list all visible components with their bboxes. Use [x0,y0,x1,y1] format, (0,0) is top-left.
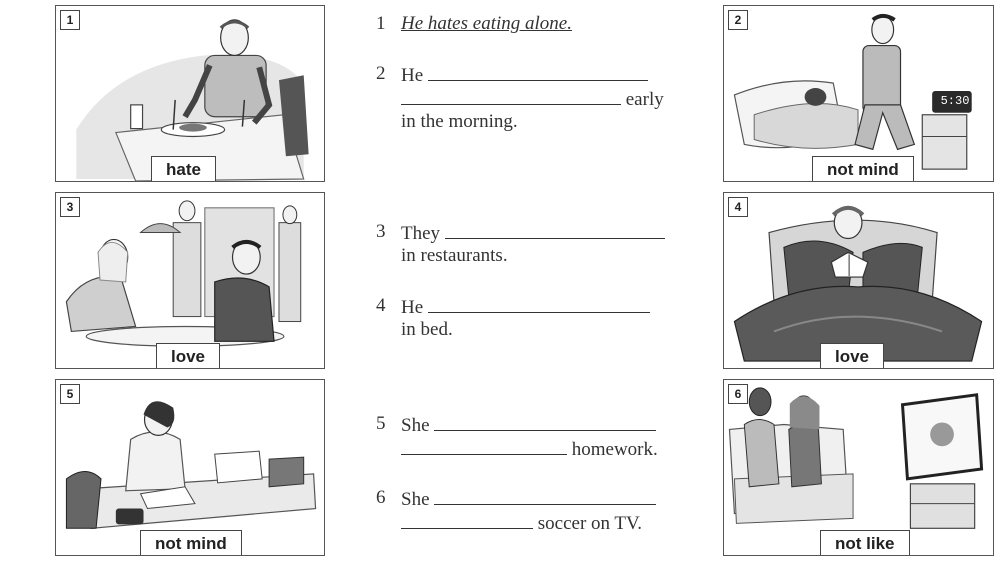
exercise-number: 1 [376,13,386,34]
sentence-start: She [401,415,430,436]
boy-reading-in-bed-illustration [724,193,993,368]
picture-1 [55,5,325,182]
sentence-start: He [401,297,424,318]
verb-label: hate [151,156,216,182]
sentence-start: He [401,65,424,86]
answer-blank[interactable] [434,486,656,505]
couple-watching-tv-illustration [724,380,993,555]
picture-6 [723,379,994,556]
exercise-6 [376,486,656,534]
exercise-1 [376,12,572,36]
exercise-number: 6 [376,487,386,508]
answer-blank[interactable] [401,436,567,455]
answer-blank[interactable] [445,220,665,239]
couple-in-restaurant-illustration [56,193,324,368]
alarm-clock-display: 5:30 [940,94,970,108]
sentence-end: early [625,89,664,110]
answer-blank[interactable] [401,86,621,105]
answer-blank[interactable] [428,294,650,313]
exercise-2 [376,62,664,134]
exercise-4 [376,294,650,342]
answer-blank[interactable] [434,412,656,431]
sentence-start: She [401,489,430,510]
exercise-number: 2 [376,63,386,84]
picture-4 [723,192,994,369]
exercise-number: 4 [376,295,386,316]
picture-5 [55,379,325,556]
picture-number: 2 [728,10,748,30]
picture-number: 3 [60,197,80,217]
picture-2 [723,5,994,182]
exercise-5 [376,412,658,460]
example-answer: He hates eating alone. [401,13,572,34]
answer-blank[interactable] [428,62,648,81]
picture-number: 4 [728,197,748,217]
picture-number: 1 [60,10,80,30]
verb-label: love [820,343,884,369]
picture-number: 6 [728,384,748,404]
exercise-3 [376,220,665,268]
verb-label: not mind [812,156,914,182]
sentence-line2: in bed. [401,319,453,340]
verb-label: not mind [140,530,242,556]
sentence-line2: in restaurants. [401,245,508,266]
verb-label: not like [820,530,910,556]
man-eating-alone-illustration [56,6,324,181]
sentence-end: homework. [571,439,658,460]
sentence-start: They [401,223,441,244]
sentence-end: soccer on TV. [537,513,643,534]
picture-number: 5 [60,384,80,404]
sentence-line2: in the morning. [401,111,518,132]
picture-3 [55,192,325,369]
answer-blank[interactable] [401,510,533,529]
exercise-number: 5 [376,413,386,434]
woman-doing-homework-illustration [56,380,324,555]
exercise-number: 3 [376,221,386,242]
verb-label: love [156,343,220,369]
